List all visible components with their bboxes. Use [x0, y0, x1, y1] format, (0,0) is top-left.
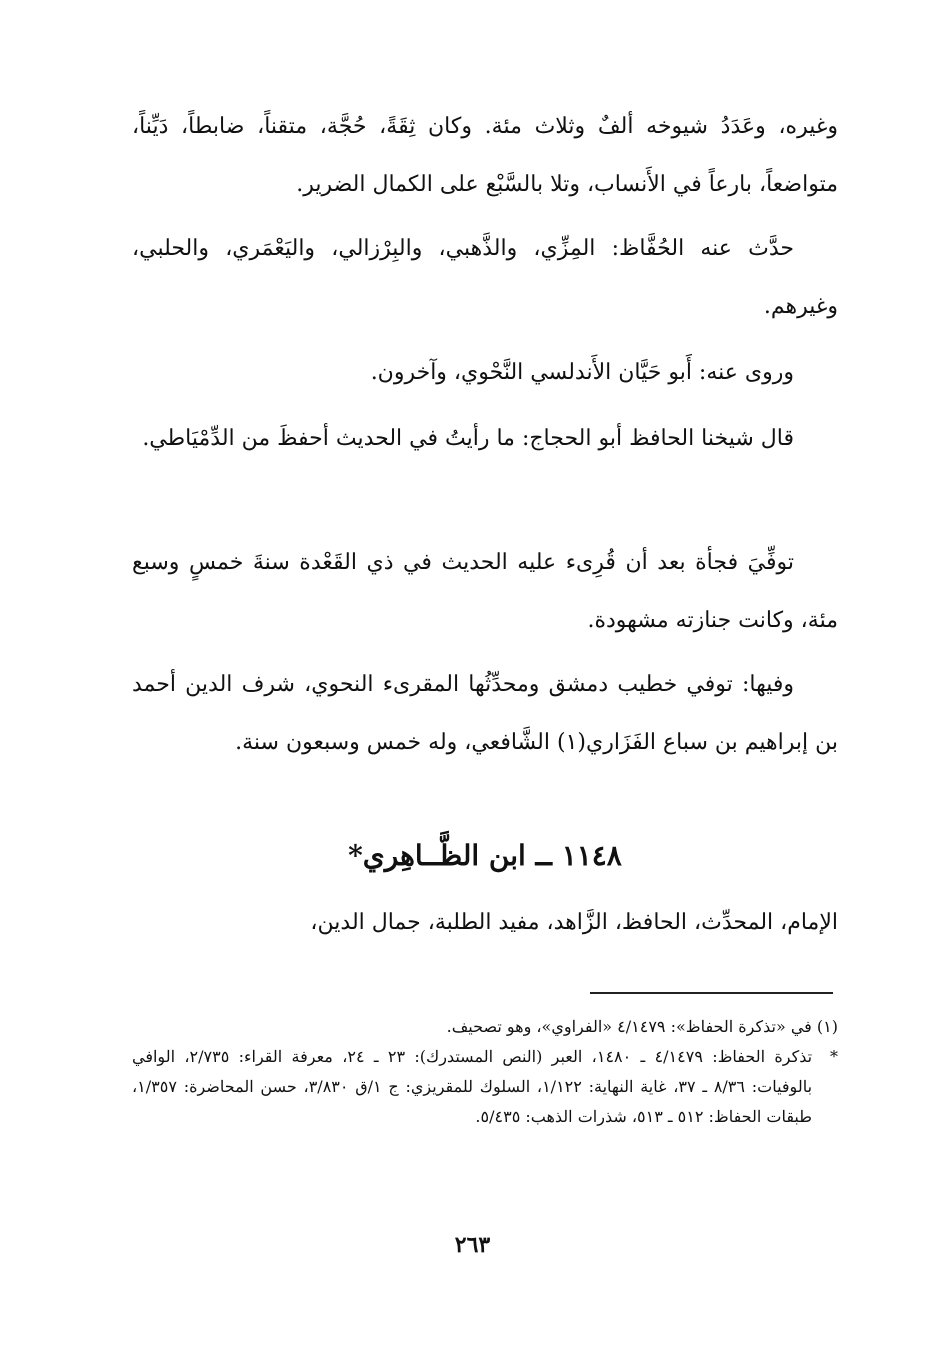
paragraph-also-died: وفيها: توفي خطيب دمشق ومحدِّثُها المقرىء النحوي، شرف الدين أحمد بن إبراهيم بن سباع الفَزَاري(١) الشَّافعي، وله خمس وسبعون سنة.: [132, 672, 838, 755]
paragraph-entry-opening: الإمام، المحدِّث، الحافظ، الزَّاهد، مفيد الطلبة، جمال الدين،: [310, 910, 838, 935]
paragraph-death: توفِّيَ فجأة بعد أن قُرِىء عليه الحديث في ذي القَعْدة سنةَ خمسٍ وسبع مئة، وكانت جنازته مشهودة.: [132, 550, 838, 633]
paragraph-scholar-description: وغيره، وعَدَدُ شيوخه ألفٌ وثلاث مئة. وكان ثِقَةً، حُجَّة، متقناً، ضابطاً، دَيِّناً، متواضعاً، بارعاً في الأَنساب، وتلا بالسَّبْع على الكمال الضرير.: [132, 114, 838, 197]
footnote-star-marker: *: [830, 1047, 838, 1066]
footnote-divider: [590, 992, 833, 994]
paragraph-narrated-from-him: حدَّث عنه الحُفَّاظ: المِزِّي، والذَّهبي، والبِرْزالي، واليَعْمَري، والحلبي، وغيرهم.: [132, 236, 838, 319]
footnotes: [132, 1012, 838, 1132]
footnote-sources-text: تذكرة الحفاظ: ٤/١٤٧٩ ـ ١٤٨٠، العبر (النص المستدرك): ٢٣ ـ ٢٤، معرفة القراء: ٢/٧٣٥، الوافي بالوفيات: ٨/٣٦ ـ ٣٧، غاية النهاية: ١/١٢٢، السلوك للمقريزي: ج ١/ق ٣/٨٣٠، حسن المحاضرة: ١/٣٥٧، طبقات الحفاظ: ٥١٢ ـ ٥١٣، شذرات الذهب: ٥/٤٣٥.: [132, 1047, 813, 1126]
paragraph-transmitted-from-him: وروى عنه: أَبو حَيَّان الأَندلسي النَّحْوي، وآخرون.: [370, 360, 794, 385]
footnote-1: (١) في «تذكرة الحفاظ»: ٤/١٤٧٩ «الفراوي»، وهو تصحيف.: [446, 1017, 838, 1036]
footnote-sources: [132, 1042, 838, 1132]
paragraph-abu-al-hajjaj-quote: قال شيخنا الحافظ أبو الحجاج: ما رأيتُ في الحديث أحفظَ من الدِّمْيَاطي.: [142, 426, 794, 451]
entry-heading: ١١٤٨ ــ ابن الظَّــاهِري*: [348, 839, 622, 872]
page-number: ٢٦٣: [454, 1232, 491, 1258]
